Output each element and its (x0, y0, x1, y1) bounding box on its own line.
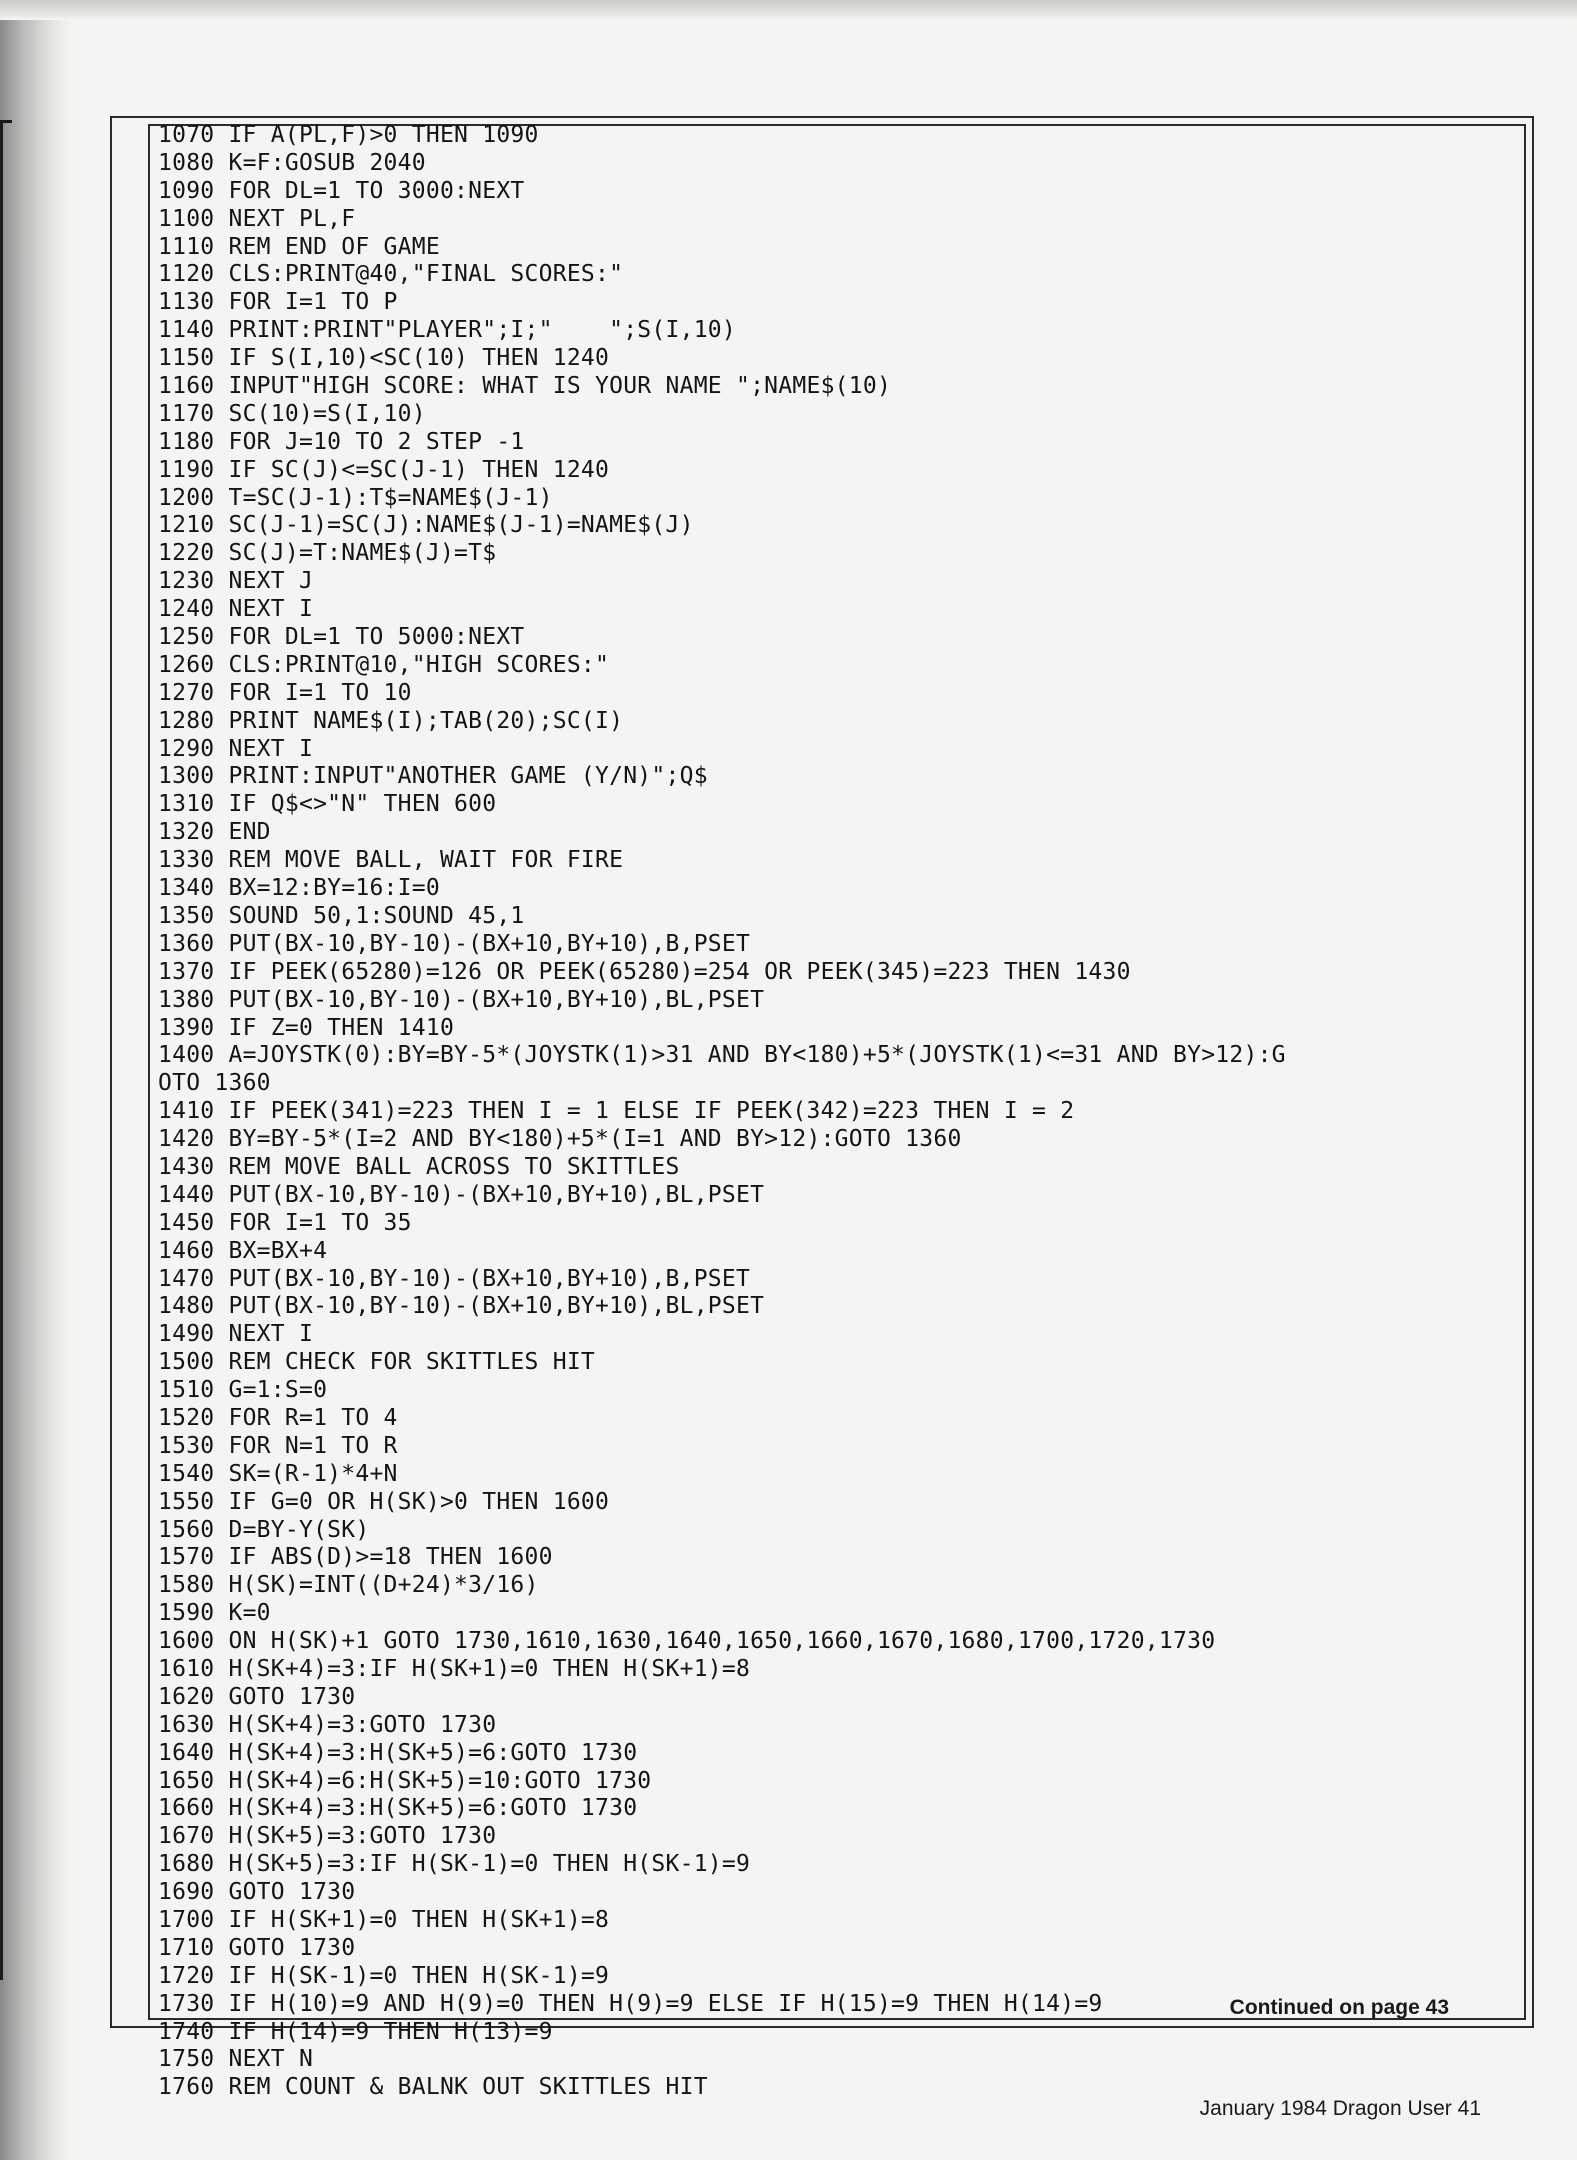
code-line: 1320 END (158, 819, 271, 846)
code-line: 1590 K=0 (158, 1600, 271, 1627)
code-line: 1130 FOR I=1 TO P (158, 289, 398, 316)
code-line: 1640 H(SK+4)=3:H(SK+5)=6:GOTO 1730 (158, 1739, 638, 1766)
code-line: 1160 INPUT"HIGH SCORE: WHAT IS YOUR NAME ";NAME$(10) (158, 373, 892, 400)
code-line: 1530 FOR N=1 TO R (158, 1432, 398, 1459)
code-line: 1650 H(SK+4)=6:H(SK+5)=10:GOTO 1730 (158, 1767, 652, 1794)
code-line: 1580 H(SK)=INT((D+24)*3/16) (158, 1572, 539, 1599)
code-line: 1440 PUT(BX-10,BY-10)-(BX+10,BY+10),BL,PSET (158, 1181, 765, 1208)
code-line: 1330 REM MOVE BALL, WAIT FOR FIRE (158, 847, 624, 874)
code-line: 1120 CLS:PRINT@40,"FINAL SCORES:" (158, 261, 624, 288)
code-line: 1270 FOR I=1 TO 10 (158, 679, 412, 706)
page-footer: January 1984 Dragon User 41 (1199, 2097, 1481, 2120)
code-line: 1070 IF A(PL,F)>0 THEN 1090 (158, 122, 539, 148)
code-line: 1690 GOTO 1730 (158, 1879, 356, 1906)
code-line: 1290 NEXT I (158, 735, 314, 762)
code-line: 1410 IF PEEK(341)=223 THEN I = 1 ELSE IF PEEK(342)=223 THEN I = 2 (158, 1098, 1075, 1125)
code-line: 1180 FOR J=10 TO 2 STEP -1 (158, 428, 525, 455)
code-line: 1510 G=1:S=0 (158, 1377, 328, 1404)
code-line: 1450 FOR I=1 TO 35 (158, 1209, 412, 1236)
code-line: 1760 REM COUNT & BALNK OUT SKITTLES HIT (158, 2074, 708, 2101)
code-line: 1550 IF G=0 OR H(SK)>0 THEN 1600 (158, 1488, 610, 1515)
page-top-shadow (0, 0, 1577, 20)
code-line: 1200 T=SC(J-1):T$=NAME$(J-1) (158, 484, 553, 511)
code-line: 1540 SK=(R-1)*4+N (158, 1460, 398, 1487)
code-line: 1210 SC(J-1)=SC(J):NAME$(J-1)=NAME$(J) (158, 512, 694, 539)
code-line: 1240 NEXT I (158, 596, 314, 623)
code-line: 1600 ON H(SK)+1 GOTO 1730,1610,1630,1640,1650,1660,1670,1680,1700,1720,1730 (158, 1628, 1216, 1655)
code-line: 1520 FOR R=1 TO 4 (158, 1404, 398, 1431)
code-line: 1480 PUT(BX-10,BY-10)-(BX+10,BY+10),BL,PSET (158, 1293, 765, 1320)
code-line: 1170 SC(10)=S(I,10) (158, 400, 426, 427)
code-line: 1260 CLS:PRINT@10,"HIGH SCORES:" (158, 651, 610, 678)
code-line: 1350 SOUND 50,1:SOUND 45,1 (158, 902, 525, 929)
code-line: 1570 IF ABS(D)>=18 THEN 1600 (158, 1544, 553, 1571)
code-line: 1090 FOR DL=1 TO 3000:NEXT (158, 177, 525, 204)
code-line: 1700 IF H(SK+1)=0 THEN H(SK+1)=8 (158, 1907, 610, 1933)
code-line: 1470 PUT(BX-10,BY-10)-(BX+10,BY+10),B,PSET (158, 1265, 751, 1292)
code-line: 1740 IF H(14)=9 THEN H(13)=9 (158, 2018, 553, 2045)
code-line: 1280 PRINT NAME$(I);TAB(20);SC(I) (158, 707, 624, 734)
code-line: 1660 H(SK+4)=3:H(SK+5)=6:GOTO 1730 (158, 1795, 638, 1822)
code-line: 1300 PRINT:INPUT"ANOTHER GAME (Y/N)";Q$ (158, 763, 708, 790)
code-line: 1430 REM MOVE BALL ACROSS TO SKITTLES (158, 1153, 680, 1180)
code-line: 1360 PUT(BX-10,BY-10)-(BX+10,BY+10),B,PSET (158, 930, 751, 957)
code-line: 1680 H(SK+5)=3:IF H(SK-1)=0 THEN H(SK-1)=9 (158, 1851, 751, 1878)
code-line: 1400 A=JOYSTK(0):BY=BY-5*(JOYSTK(1)>31 AND BY<180)+5*(JOYSTK(1)<=31 AND BY>12):G (158, 1042, 1286, 1069)
code-line: 1420 BY=BY-5*(I=2 AND BY<180)+5*(I=1 AND BY>12):GOTO 1360 (158, 1126, 962, 1153)
code-line: 1670 H(SK+5)=3:GOTO 1730 (158, 1823, 497, 1850)
code-line: 1710 GOTO 1730 (158, 1934, 356, 1961)
code-line: 1630 H(SK+4)=3:GOTO 1730 (158, 1711, 497, 1738)
facing-page-frame-edge (0, 120, 9, 1980)
program-listing (158, 122, 1526, 2102)
code-line: 1190 IF SC(J)<=SC(J-1) THEN 1240 (158, 456, 610, 483)
code-line: 1730 IF H(10)=9 AND H(9)=0 THEN H(9)=9 ELSE IF H(15)=9 THEN H(14)=9 (158, 1990, 1103, 2017)
code-line: 1150 IF S(I,10)<SC(10) THEN 1240 (158, 345, 610, 372)
code-line: 1500 REM CHECK FOR SKITTLES HIT (158, 1349, 596, 1376)
code-line: 1100 NEXT PL,F (158, 205, 356, 232)
code-line: 1370 IF PEEK(65280)=126 OR PEEK(65280)=254 OR PEEK(345)=223 THEN 1430 (158, 958, 1131, 985)
code-line: 1390 IF Z=0 THEN 1410 (158, 1014, 455, 1041)
code-line: 1110 REM END OF GAME (158, 233, 440, 260)
code-line: 1230 NEXT J (158, 568, 314, 595)
code-line: 1220 SC(J)=T:NAME$(J)=T$ (158, 540, 497, 567)
code-line: 1310 IF Q$<>"N" THEN 600 (158, 791, 497, 818)
page-gutter-shadow (0, 0, 70, 2160)
code-line: 1080 K=F:GOSUB 2040 (158, 149, 426, 176)
code-line: 1620 GOTO 1730 (158, 1683, 356, 1710)
code-line: 1610 H(SK+4)=3:IF H(SK+1)=0 THEN H(SK+1)=8 (158, 1655, 751, 1682)
code-line: 1460 BX=BX+4 (158, 1237, 328, 1264)
code-line: 1380 PUT(BX-10,BY-10)-(BX+10,BY+10),BL,PSET (158, 986, 765, 1013)
code-line: 1560 D=BY-Y(SK) (158, 1516, 370, 1543)
code-line: 1250 FOR DL=1 TO 5000:NEXT (158, 624, 525, 651)
continued-note: Continued on page 43 (1229, 1996, 1449, 2019)
code-line: 1490 NEXT I (158, 1321, 314, 1348)
code-line: 1340 BX=12:BY=16:I=0 (158, 875, 440, 902)
code-line: 1140 PRINT:PRINT"PLAYER";I;" ";S(I,10) (158, 317, 736, 344)
code-line: 1750 NEXT N (158, 2046, 314, 2073)
code-line: OTO 1360 (158, 1070, 271, 1097)
code-line: 1720 IF H(SK-1)=0 THEN H(SK-1)=9 (158, 1962, 610, 1989)
facing-page-frame-corner (0, 120, 12, 123)
